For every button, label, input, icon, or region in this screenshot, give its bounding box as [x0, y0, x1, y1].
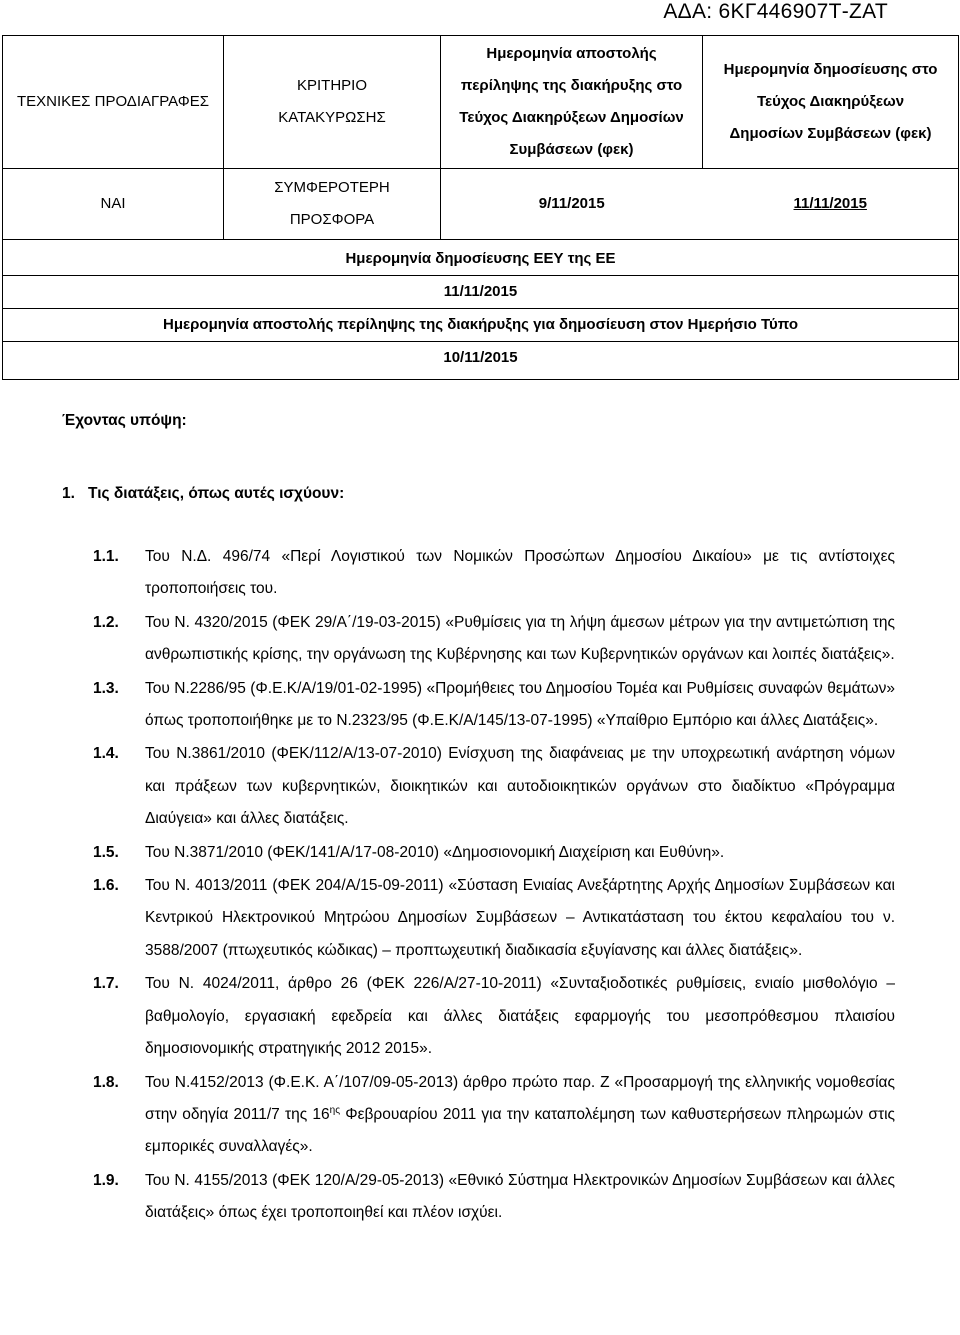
cell-specs-value: ΝΑΙ — [3, 169, 224, 240]
table-header-row — [3, 36, 959, 169]
tender-specs-table — [2, 35, 959, 380]
list-item: 1.8. Του Ν.4152/2013 (Φ.Ε.Κ. Α΄/107/09-05-2013) άρθρο πρώτο παρ. Ζ «Προσαρμογή της ελληνικής νομοθεσίας στην οδηγία 2011/7 της $16^{\eta\varsigma}$ Φεβρουαρίου 2011 για την καταπολέμηση των καθυστερήσεων πληρωμών στις εμπορικές συναλλαγές». — [93, 1073, 895, 1156]
cell-pub-date-value: 11/11/2015 — [703, 169, 959, 240]
press-label-row — [3, 309, 959, 342]
section-heading — [62, 485, 344, 503]
press-date-row — [3, 342, 959, 380]
list-item: 1.4. Του Ν.3861/2010 (ΦΕΚ/112/Α/13-07-2010) Ενίσχυση της διαφάνειας με την υποχρεωτική ανάρτηση νόμων και πράξεων των κυβερνητικών, διοικητικών και αυτοδιοικητικών οργάνων στο διαδίκτυο «Πρόγραμμα Διαύγεια» και άλλες διατάξεις. — [93, 745, 895, 828]
table-data-row — [3, 169, 959, 240]
list-item: 1.2. Του Ν. 4320/2015 (ΦΕΚ 29/Α΄/19-03-2015) «Ρυθμίσεις για τη λήψη άμεσων μέτρων για την αντιμετώπιση της ανθρωπιστικής κρίσης, την οργάνωση της Κυβέρνησης και των Κυβερνητικών οργάνων και λοιπές διατάξεις». — [93, 613, 895, 664]
intro-heading: Έχοντας υπόψη: — [62, 412, 187, 429]
cell-send-date-value: 9/11/2015 — [441, 169, 703, 240]
eey-date: 11/11/2015 — [3, 276, 959, 309]
press-date: 10/11/2015 — [3, 342, 959, 380]
press-label: Ημερομηνία αποστολής περίληψης της διακήρυξης για δημοσίευση στον Ημερήσιο Τύπο — [3, 309, 959, 342]
list-item: 1.5. Του Ν.3871/2010 (ΦΕΚ/141/Α/17-08-2010) «Δημοσιονομική Διαχείριση και Ευθύνη». — [93, 843, 725, 861]
ordinal-superscript: ης — [329, 1104, 341, 1116]
header-criterion: ΚΡΙΤΗΡΙΟ ΚΑΤΑΚΥΡΩΣΗΣ — [224, 36, 441, 169]
eey-label-row — [3, 240, 959, 276]
section-number: 1. — [62, 485, 75, 502]
list-item: 1.7. Του Ν. 4024/2011, άρθρο 26 (ΦΕΚ 226/Α/27-10-2011) «Συνταξιοδοτικές ρυθμίσεις, ενιαίο μισθολόγιο – βαθμολογίο, εργασιακή εφεδρεία και άλλες διατάξεις εφαρμογής του μεσοπρόθεσμου πλαισίου δημοσιονομικής στρατηγικής 2012 2015». — [93, 975, 895, 1058]
header-send-date: Ημερομηνία αποστολής περίληψης της διακήρυξης στο Τεύχος Διακηρύξεων Δημοσίων Συμβάσεων (φεκ) — [441, 36, 703, 169]
header-specs: ΤΕΧΝΙΚΕΣ ΠΡΟΔΙΑΓΡΑΦΕΣ — [3, 36, 224, 169]
list-item: 1.6. Του Ν. 4013/2011 (ΦΕΚ 204/Α/15-09-2011) «Σύσταση Ενιαίας Ανεξάρτητης Αρχής Δημοσίων Συμβάσεων και Κεντρικού Ηλεκτρονικού Μητρώου Δημοσίων Συμβάσεων – Αντικατάσταση του έκτου κεφαλαίου του ν. 3588/2007 (πτωχευτικός κώδικας) – προπτωχευτική διαδικασία εξυγίανσης και άλλες διατάξεις». — [93, 877, 895, 959]
list-item: 1.3. Του Ν.2286/95 (Φ.Ε.Κ/Α/19/01-02-1995) «Προμήθειες του Δημοσίου Τομέα και Ρυθμίσεις συναφών θεμάτων» όπως τροποποιήθηκε με το Ν.2323/95 (Φ.Ε.Κ/Α/145/13-07-1995) «Υπαίθριο Εμπόριο και άλλες Διατάξεις». — [93, 679, 895, 730]
list-item: 1.1. Του Ν.Δ. 496/74 «Περί Λογιστικού των Νομικών Προσώπων Δημοσίου Δικαίου» με τις αντίστοιχες τροποποιήσεις του. — [93, 548, 895, 598]
header-pub-date: Ημερομηνία δημοσίευσης στο Τεύχος Διακηρύξεων Δημοσίων Συμβάσεων (φεκ) — [703, 36, 959, 169]
section-title: Τις διατάξεις, όπως αυτές ισχύουν: — [88, 485, 345, 502]
eey-date-row — [3, 276, 959, 309]
cell-criterion-value: ΣΥΜΦΕΡΟΤΕΡΗ ΠΡΟΣΦΟΡΑ — [224, 169, 441, 240]
eey-label: Ημερομηνία δημοσίευσης ΕΕΥ της ΕΕ — [3, 240, 959, 276]
document-id: ΑΔΑ: 6ΚΓ446907Τ-ΖΑΤ — [663, 0, 888, 23]
legal-basis-list — [93, 541, 895, 1230]
list-item: 1.9. Του Ν. 4155/2013 (ΦΕΚ 120/Α/29-05-2013) «Εθνικό Σύστημα Ηλεκτρονικών Δημοσίων Συμβάσεων και άλλες διατάξεις» όπως έχει τροποποιηθεί και πλέον ισχύει. — [93, 1171, 895, 1222]
